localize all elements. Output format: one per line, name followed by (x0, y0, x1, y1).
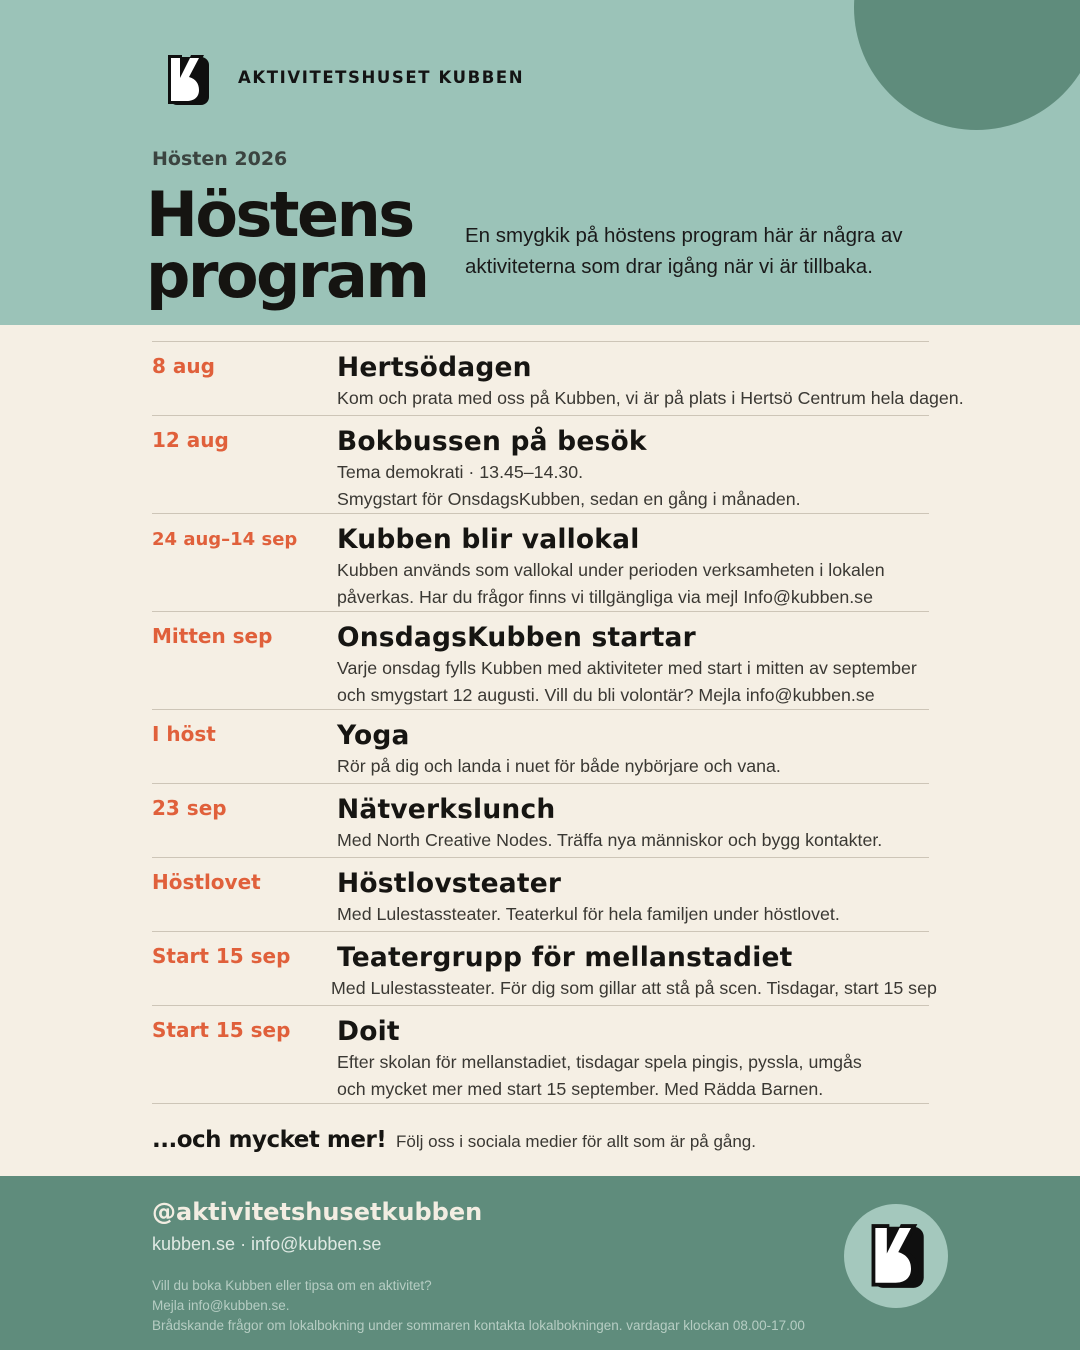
footer-logo (844, 1204, 948, 1308)
event-list (152, 341, 964, 1104)
booking-info-line: Brådskande frågor om lokalbokning under sommaren kontakta lokalbokningen. vardagar klockan 08.00-17.00 (152, 1318, 805, 1333)
event-title: OnsdagsKubben startar (337, 622, 696, 653)
event-description-line: och mycket mer med start 15 september. Med Rädda Barnen. (337, 1079, 824, 1099)
event-description (337, 827, 1080, 854)
social-handle[interactable]: @aktivitetshusetkubben (152, 1198, 483, 1226)
event-description-line: Kom och prata med oss på Kubben, vi är på plats i Hertsö Centrum hela dagen. (337, 388, 964, 408)
event-description (337, 901, 1080, 928)
season-label: Hösten 2026 (152, 148, 288, 170)
k-logo-icon (166, 54, 210, 106)
event-row (152, 784, 929, 858)
k-logo-icon (869, 1221, 925, 1291)
event-row (152, 858, 929, 932)
more-heading: ...och mycket mer! (152, 1127, 387, 1153)
event-description-line: Med Lulestassteater. För dig som gillar att stå på scen. Tisdagar, start 15 sep (331, 978, 937, 998)
event-description (331, 975, 1080, 1002)
event-description-line: och smygstart 12 augusti. Vill du bli volontär? Mejla info@kubben.se (337, 685, 875, 705)
more-text: Följ oss i sociala medier för allt som är på gång. (396, 1132, 756, 1151)
event-title: Höstlovsteater (337, 868, 562, 899)
brand-name: AKTIVITETSHUSET KUBBEN (238, 68, 525, 87)
event-title: Hertsödagen (337, 352, 532, 383)
event-description (337, 385, 1080, 412)
event-date: 23 sep (152, 796, 227, 820)
event-description-line: Med Lulestassteater. Teaterkul för hela familjen under höstlovet. (337, 904, 840, 924)
decorative-circle (854, 0, 1080, 130)
event-row (152, 416, 929, 514)
page-title (146, 178, 428, 312)
page-title-line2: program (146, 239, 428, 312)
event-description (337, 557, 1080, 611)
contact-links[interactable]: kubben.se · info@kubben.se (152, 1234, 382, 1254)
event-date: Höstlovet (152, 870, 261, 894)
event-description-line: Kubben används som vallokal under perioden verksamheten i lokalen (337, 560, 885, 580)
event-row (152, 342, 964, 416)
event-description-line: Rör på dig och landa i nuet för både nybörjare och vana. (337, 756, 781, 776)
event-row (152, 612, 929, 710)
event-description-line: Varje onsdag fylls Kubben med aktiviteter med start i mitten av september (337, 658, 917, 678)
event-title: Bokbussen på besök (337, 426, 647, 457)
event-description-line: påverkas. Har du frågor finns vi tillgängliga via mejl Info@kubben.se (337, 587, 873, 607)
event-row (152, 932, 937, 1006)
event-date: Start 15 sep (152, 944, 291, 968)
event-title: Nätverkslunch (337, 794, 556, 825)
event-description (337, 753, 1080, 780)
event-date: Start 15 sep (152, 1018, 291, 1042)
event-description-line: Smygstart för OnsdagsKubben, sedan en gång i månaden. (337, 489, 801, 509)
event-title: Doit (337, 1016, 400, 1047)
event-date: Mitten sep (152, 624, 273, 648)
intro-text: En smygkik på höstens program här är några av aktiviteterna som drar igång när vi är tillbaka. (465, 224, 903, 278)
event-title: Yoga (337, 720, 410, 751)
footer (0, 1176, 1080, 1350)
event-date: 12 aug (152, 428, 229, 452)
page-title-line1: Höstens (146, 178, 413, 251)
event-row (152, 1006, 929, 1104)
event-title: Kubben blir vallokal (337, 524, 640, 555)
event-date: 24 aug–14 sep (152, 529, 298, 550)
header-banner (0, 0, 1080, 325)
booking-info-line: Mejla info@kubben.se. (152, 1298, 290, 1313)
event-description (337, 1049, 1080, 1103)
booking-info-line: Vill du boka Kubben eller tipsa om en aktivitet? (152, 1278, 432, 1293)
event-date: 8 aug (152, 354, 215, 378)
event-row (152, 514, 929, 612)
booking-info (152, 1276, 805, 1336)
event-title: Teatergrupp för mellanstadiet (337, 942, 793, 973)
event-date: I höst (152, 722, 216, 746)
event-description-line: Efter skolan för mellanstadiet, tisdagar spela pingis, pyssla, umgås (337, 1052, 862, 1072)
event-description (337, 459, 1080, 513)
event-description (337, 655, 1080, 709)
event-description-line: Tema demokrati · 13.45–14.30. (337, 462, 584, 482)
event-description-line: Med North Creative Nodes. Träffa nya människor och bygg kontakter. (337, 830, 883, 850)
event-row (152, 710, 929, 784)
